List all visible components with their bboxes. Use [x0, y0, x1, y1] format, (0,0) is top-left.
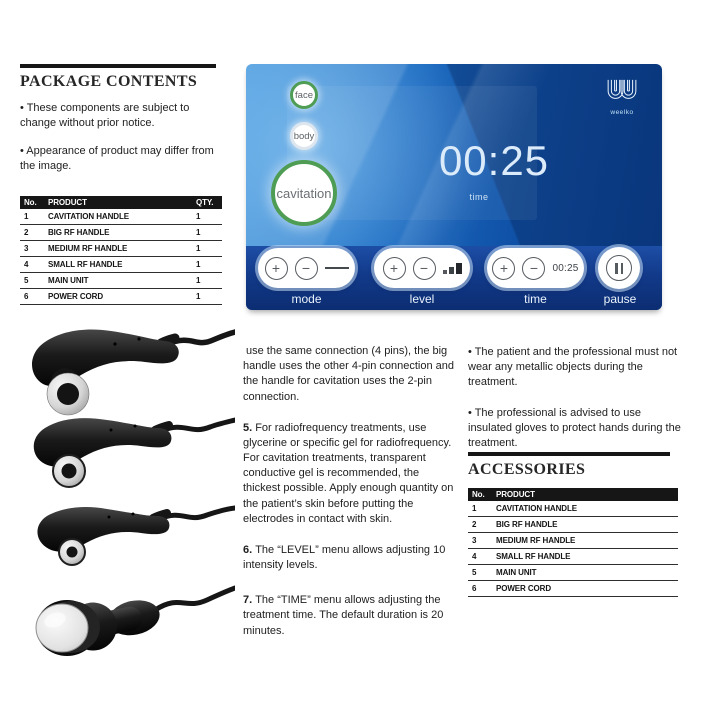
cell-qty: 1: [192, 273, 222, 289]
safety-note-2: • The professional is advised to use insulated gloves to protect hands during the treatment.: [468, 406, 681, 449]
safety-column: [468, 345, 683, 451]
time-value: 00:25: [552, 262, 579, 274]
step-text: The “TIME” menu allows adjusting the treatment time. The default duration is 20 minutes.: [243, 594, 444, 637]
cell-product: SMALL RF HANDLE: [44, 257, 192, 273]
cell-product: MEDIUM RF HANDLE: [492, 533, 678, 549]
section-rule: [20, 64, 216, 68]
table-row: [20, 225, 222, 241]
instruction-paragraph: [243, 344, 459, 405]
step-number: 7.: [243, 594, 253, 607]
face-button[interactable]: [290, 81, 318, 109]
instruction-paragraph: [243, 543, 459, 573]
cavitation-handle-image: [15, 576, 235, 676]
step-text: use the same connection (4 pins), the big handle uses the other 4-pin connection and the handle for cavitation uses the 2-pin connection.: [243, 345, 454, 403]
table-row: [468, 581, 678, 597]
cell-no: 3: [20, 241, 44, 257]
table-header-row: [20, 196, 222, 209]
table-row: [20, 289, 222, 305]
accessories-heading: ACCESSORIES: [468, 461, 586, 478]
step-number: 5.: [243, 421, 253, 434]
cell-no: 6: [468, 581, 492, 597]
mode-line-icon: [325, 267, 349, 269]
instruction-paragraph: [243, 421, 459, 527]
cell-product: MEDIUM RF HANDLE: [44, 241, 192, 257]
cell-no: 5: [20, 273, 44, 289]
big-rf-handle-image: [15, 322, 235, 417]
time-label: time: [524, 292, 547, 306]
pause-label: pause: [603, 292, 637, 306]
step-text: The “LEVEL” menu allows adjusting 10 intensity levels.: [243, 543, 446, 572]
col-header-product: PRODUCT: [492, 488, 678, 501]
cell-qty: 1: [192, 289, 222, 305]
body-button[interactable]: [290, 122, 318, 150]
table-row: [20, 273, 222, 289]
cell-no: 2: [20, 225, 44, 241]
level-plus-button[interactable]: +: [383, 257, 406, 280]
table-row: [20, 257, 222, 273]
cell-qty: 1: [192, 241, 222, 257]
weelko-logo-icon: [605, 79, 639, 103]
cell-qty: 1: [192, 257, 222, 273]
cell-no: 1: [468, 501, 492, 517]
instructions-column: [243, 344, 459, 639]
cell-no: 3: [468, 533, 492, 549]
accessories-table: [468, 488, 678, 597]
col-header-product: PRODUCT: [44, 196, 192, 209]
package-contents-heading: PACKAGE CONTENTS: [20, 73, 198, 90]
timer-display: 00:25: [438, 137, 550, 184]
col-header-no: No.: [20, 196, 44, 209]
weelko-logo-text: weelko: [610, 109, 634, 116]
safety-note-1: • The patient and the professional must not wear any metallic objects during the treatment.: [468, 346, 678, 389]
cell-product: CAVITATION HANDLE: [44, 209, 192, 225]
time-plus-button[interactable]: +: [492, 257, 515, 280]
pause-button[interactable]: [598, 247, 640, 289]
cell-no: 1: [20, 209, 44, 225]
cavitation-button-label: cavitation: [276, 185, 332, 201]
medium-rf-handle-image: [15, 412, 235, 494]
section-rule: [468, 452, 670, 456]
cell-qty: 1: [192, 209, 222, 225]
step-text: For radiofrequency treatments, use glycerine or specific gel for radiofrequency. For cavitation treatments, transparent conductive gel is recommended, the thickest possible. Apply enough quantity on the patient’s skin before putting the electrodes in contact with skin.: [243, 421, 454, 525]
body-button-label: body: [293, 130, 315, 142]
level-minus-button[interactable]: −: [413, 257, 436, 280]
accessories-section: [468, 452, 680, 597]
cell-product: BIG RF HANDLE: [492, 517, 678, 533]
table-row: [468, 549, 678, 565]
cell-qty: 1: [192, 225, 222, 241]
cell-product: SMALL RF HANDLE: [492, 549, 678, 565]
mode-plus-button[interactable]: +: [265, 257, 288, 280]
device-screen-image: [246, 64, 662, 310]
col-header-qty: QTY.: [192, 196, 222, 209]
cell-product: POWER CORD: [492, 581, 678, 597]
mode-minus-button[interactable]: −: [295, 257, 318, 280]
pause-icon: [606, 255, 632, 281]
face-button-label: face: [295, 89, 313, 101]
mode-control[interactable]: [258, 248, 355, 288]
table-row: [468, 517, 678, 533]
level-control[interactable]: [374, 248, 470, 288]
timer-label: time: [469, 192, 489, 202]
instruction-paragraph: [243, 593, 459, 639]
table-row: [20, 209, 222, 225]
time-control[interactable]: [487, 248, 584, 288]
mode-label: mode: [291, 292, 322, 306]
table-row: [468, 533, 678, 549]
cell-product: POWER CORD: [44, 289, 192, 305]
cavitation-button[interactable]: [271, 160, 337, 226]
cell-product: MAIN UNIT: [492, 565, 678, 581]
cell-no: 6: [20, 289, 44, 305]
cell-no: 2: [468, 517, 492, 533]
col-header-no: No.: [468, 488, 492, 501]
package-note-1: • These components are subject to change without prior notice.: [20, 102, 190, 130]
cell-product: BIG RF HANDLE: [44, 225, 192, 241]
time-minus-button[interactable]: −: [522, 257, 545, 280]
table-row: [468, 501, 678, 517]
level-label: level: [409, 292, 435, 306]
cell-product: CAVITATION HANDLE: [492, 501, 678, 517]
cell-product: MAIN UNIT: [44, 273, 192, 289]
table-row: [468, 565, 678, 581]
cell-no: 5: [468, 565, 492, 581]
package-table: [20, 196, 222, 305]
weelko-logo: [600, 79, 644, 116]
table-header-row: [468, 488, 678, 501]
cell-no: 4: [468, 549, 492, 565]
step-number: 6.: [243, 543, 253, 556]
table-row: [20, 241, 222, 257]
package-note-2: • Appearance of product may differ from the image.: [20, 145, 214, 173]
level-bars-icon: [443, 263, 462, 274]
cell-no: 4: [20, 257, 44, 273]
small-rf-handle-image: [15, 499, 235, 571]
